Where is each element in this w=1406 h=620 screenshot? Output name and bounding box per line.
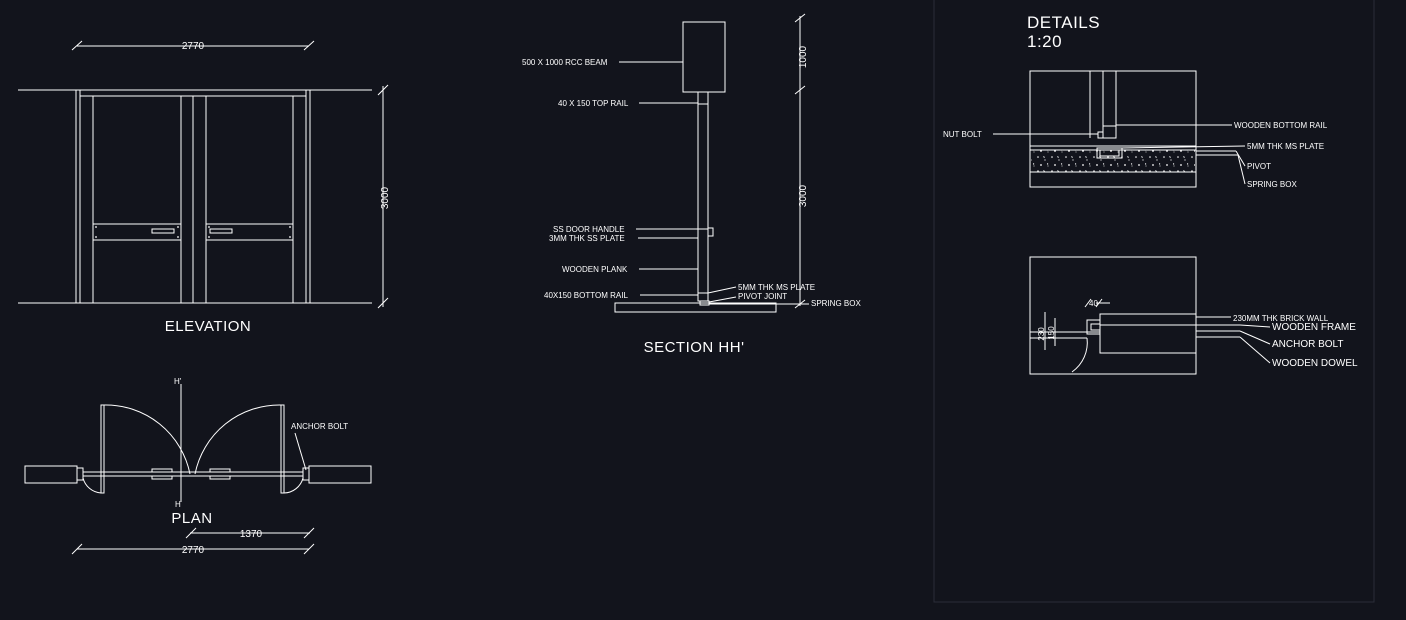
elevation-left-door-leaf xyxy=(80,96,193,303)
section-door-dim: 3000 xyxy=(798,184,809,208)
section-view xyxy=(522,14,861,356)
elevation-height-dimension xyxy=(378,85,391,308)
plan-width-dim: 2770 xyxy=(181,545,205,556)
plan-left-wall xyxy=(25,466,77,483)
section-rcc-beam xyxy=(683,22,725,92)
plan-title: PLAN xyxy=(171,510,213,527)
plan-right-wall xyxy=(309,466,371,483)
detail-dim-40: 40 xyxy=(1089,299,1098,308)
section-label-bottom-rail: 40X150 BOTTOM RAIL xyxy=(544,291,628,300)
details-title: DETAILS xyxy=(1027,13,1101,32)
details-view xyxy=(943,13,1358,374)
detail-frame-anchor xyxy=(1030,257,1358,374)
elevation-width-dim: 2770 xyxy=(181,41,205,52)
plan-view xyxy=(25,377,371,556)
detail-anchor-bolt-label: ANCHOR BOLT xyxy=(1272,339,1344,350)
section-label-wooden-plank: WOODEN PLANK xyxy=(562,265,628,274)
section-label-ss-plate: 3MM THK SS PLATE xyxy=(549,234,625,243)
detail-dim-150: 150 xyxy=(1047,326,1056,340)
plan-section-mark-top: H' xyxy=(174,377,182,386)
elevation-right-door-leaf xyxy=(193,96,306,303)
detail-spring-box-label: SPRING BOX xyxy=(1247,180,1297,189)
detail-dim-230: 230 xyxy=(1037,327,1046,341)
elevation-height-dim: 3000 xyxy=(380,186,391,210)
detail-brick-wall xyxy=(1100,314,1196,353)
detail-ms-plate-label: 5MM THK MS PLATE xyxy=(1247,142,1325,151)
detail-bottom-rail-label: WOODEN BOTTOM RAIL xyxy=(1234,121,1328,130)
plan-width-dimension xyxy=(72,544,314,556)
section-label-beam: 500 X 1000 RCC BEAM xyxy=(522,58,608,67)
section-label-spring-box: SPRING BOX xyxy=(811,299,861,308)
detail-pivot-label: PIVOT xyxy=(1247,162,1272,171)
section-label-top-rail: 40 X 150 TOP RAIL xyxy=(558,99,629,108)
elevation-view xyxy=(18,41,391,335)
section-beam-dim: 1000 xyxy=(798,45,809,69)
plan-opening-dimension xyxy=(186,528,314,540)
section-label-ms-plate: 5MM THK MS PLATE xyxy=(738,283,816,292)
elevation-title: ELEVATION xyxy=(164,318,252,335)
plan-section-mark-bottom: H xyxy=(175,500,181,509)
plan-left-door-swing xyxy=(83,405,190,493)
detail-nut-bolt-label: NUT BOLT xyxy=(943,130,982,139)
plan-right-door-swing xyxy=(195,405,303,493)
detail-pivot xyxy=(943,71,1328,189)
detail-wooden-dowel-label: WOODEN DOWEL xyxy=(1272,358,1358,369)
section-label-pivot-joint: PIVOT JOINT xyxy=(738,292,788,301)
detail-wooden-frame-label: WOODEN FRAME xyxy=(1272,322,1356,333)
section-label-door-handle: SS DOOR HANDLE xyxy=(553,225,625,234)
detail-brick-wall-label: 230MM THK BRICK WALL xyxy=(1233,314,1329,323)
section-title: SECTION HH' xyxy=(643,339,745,356)
plan-anchor-bolt-label: ANCHOR BOLT xyxy=(291,422,349,431)
details-panel-frame xyxy=(934,0,1374,602)
details-scale: 1:20 xyxy=(1027,32,1063,51)
section-dimensions xyxy=(795,14,809,308)
plan-opening-dim: 1370 xyxy=(239,529,263,540)
elevation-width-dimension xyxy=(72,41,314,52)
